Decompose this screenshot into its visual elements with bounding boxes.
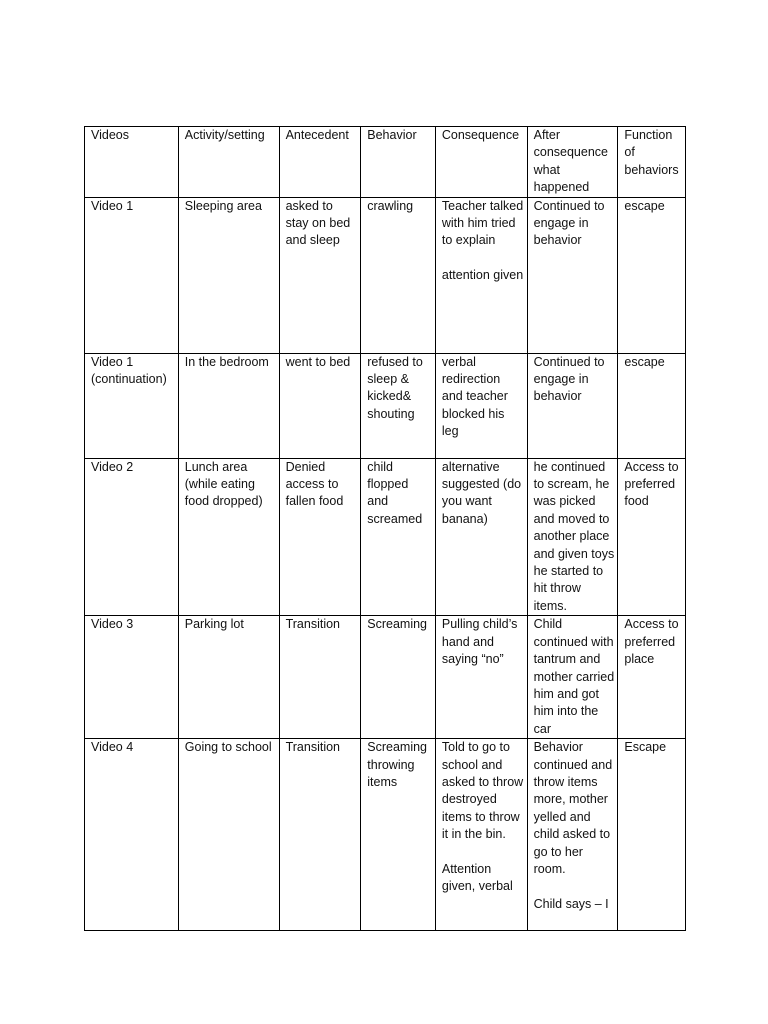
header-cell-antecedent: Antecedent (279, 127, 361, 198)
header-cell-activity-setting: Activity/setting (178, 127, 279, 198)
cell-after: Behavior continued and throw items more, mother yelled and child asked to go to her room. Child says – I (527, 739, 618, 931)
header-cell-behavior: Behavior (361, 127, 436, 198)
cell-setting: Parking lot (178, 616, 279, 739)
cell-behavior: child flopped and screamed (361, 458, 436, 616)
cell-after: Child continued with tantrum and mother carried him and got him into the car (527, 616, 618, 739)
cell-setting: Sleeping area (178, 197, 279, 353)
cell-antecedent: Denied access to fallen food (279, 458, 361, 616)
cell-consequence: Teacher talked with him tried to explain attention given (435, 197, 527, 353)
cell-antecedent: Transition (279, 616, 361, 739)
header-cell-after-consequence: After consequence what happened (527, 127, 618, 198)
cell-antecedent: went to bed (279, 353, 361, 458)
table-header-row (85, 127, 686, 198)
cell-behavior: Screaming (361, 616, 436, 739)
table-row (85, 458, 686, 616)
header-cell-function: Function of behaviors (618, 127, 686, 198)
table-row (85, 353, 686, 458)
cell-behavior: refused to sleep & kicked& shouting (361, 353, 436, 458)
cell-video: Video 1 (85, 197, 179, 353)
cell-video: Video 1 (continuation) (85, 353, 179, 458)
table-row (85, 739, 686, 931)
cell-setting: Going to school (178, 739, 279, 931)
cell-antecedent: asked to stay on bed and sleep (279, 197, 361, 353)
cell-function: escape (618, 353, 686, 458)
cell-setting: Lunch area (while eating food dropped) (178, 458, 279, 616)
table-row (85, 197, 686, 353)
header-cell-videos: Videos (85, 127, 179, 198)
cell-consequence: Pulling child’s hand and saying “no” (435, 616, 527, 739)
cell-after: he continued to scream, he was picked and moved to another place and given toys he started to hit throw items. (527, 458, 618, 616)
cell-video: Video 4 (85, 739, 179, 931)
cell-video: Video 2 (85, 458, 179, 616)
abc-data-table (84, 126, 686, 931)
cell-function: Access to preferred place (618, 616, 686, 739)
cell-function: Escape (618, 739, 686, 931)
cell-function: Access to preferred food (618, 458, 686, 616)
cell-after: Continued to engage in behavior (527, 353, 618, 458)
cell-antecedent: Transition (279, 739, 361, 931)
cell-function: escape (618, 197, 686, 353)
cell-video: Video 3 (85, 616, 179, 739)
cell-consequence: Told to go to school and asked to throw destroyed items to throw it in the bin. Attention given, verbal (435, 739, 527, 931)
cell-setting: In the bedroom (178, 353, 279, 458)
cell-after: Continued to engage in behavior (527, 197, 618, 353)
table-row (85, 616, 686, 739)
header-cell-consequence: Consequence (435, 127, 527, 198)
cell-consequence: alternative suggested (do you want banana) (435, 458, 527, 616)
cell-consequence: verbal redirection and teacher blocked his leg (435, 353, 527, 458)
cell-behavior: crawling (361, 197, 436, 353)
cell-behavior: Screaming throwing items (361, 739, 436, 931)
